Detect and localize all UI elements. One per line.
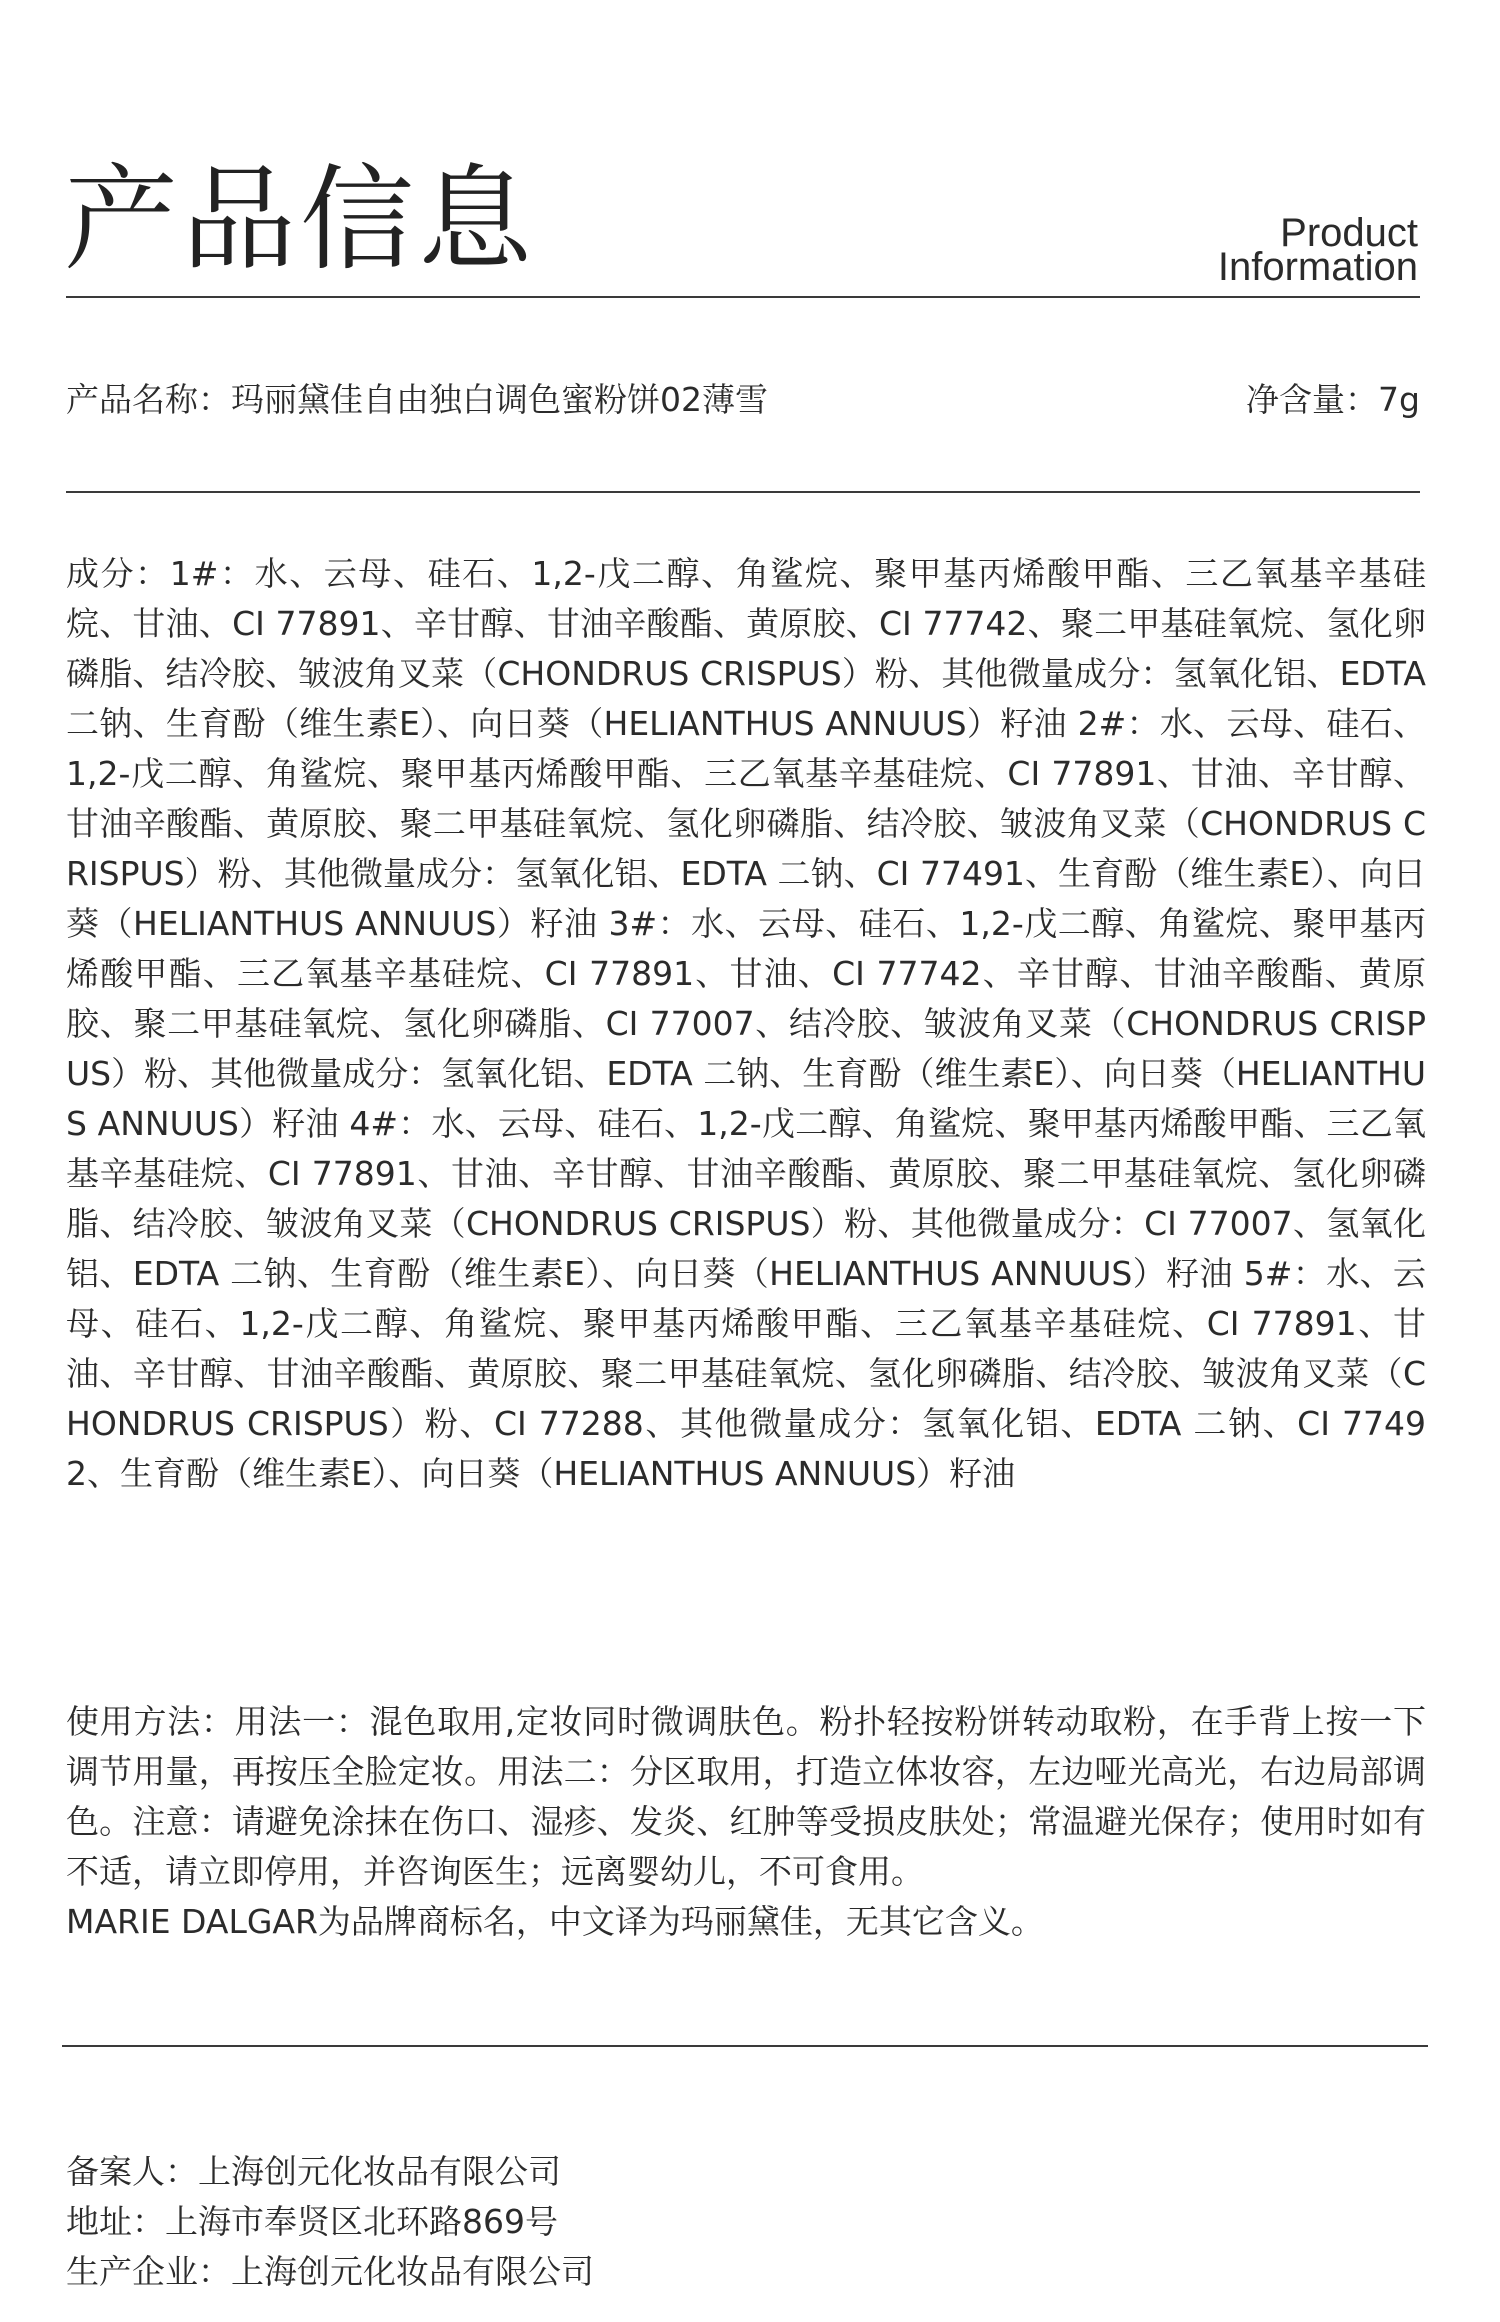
filer-line: 备案人：上海创元化妆品有限公司 [66,2152,561,2191]
usage-section [66,1697,1426,1947]
brand-note: MARIE DALGAR为品牌商标名，中文译为玛丽黛佳，无其它含义。 [66,1902,1044,1941]
product-name: 产品名称：玛丽黛佳自由独白调色蜜粉饼02薄雪 [66,380,768,419]
usage-instructions: 使用方法：用法一：混色取用,定妆同时微调肤色。粉扑轻按粉饼转动取粉，在手背上按一下调节用量，再按压全脸定妆。用法二：分区取用，打造立体妆容，左边哑光高光，右边局部调色。注意：请避免涂抹在伤口、湿疹、发炎、红肿等受损皮肤处；常温避光保存；使用时如有不适，请立即停用，并咨询医生；远离婴幼儿，不可食用。 [66,1702,1426,1891]
company-info [66,2147,1366,2297]
subtitle-line-information: Information [1217,245,1418,289]
subtitle-line-product: Product [1280,211,1418,255]
manufacturer-line: 生产企业：上海创元化妆品有限公司 [66,2252,594,2291]
net-content: 净含量：7g [1246,380,1420,419]
product-info-row [66,378,1420,422]
divider [66,296,1420,298]
divider [66,491,1420,493]
divider [62,2045,1428,2047]
page-subtitle [1217,211,1418,289]
address-line: 地址：上海市奉贤区北环路869号 [66,2202,558,2241]
ingredients-text: 成分：1#：水、云母、硅石、1,2-戊二醇、角鲨烷、聚甲基丙烯酸甲酯、三乙氧基辛基硅烷、甘油、CI 77891、辛甘醇、甘油辛酸酯、黄原胶、CI 77742、聚二甲基硅氧烷、氢化卵磷脂、结冷胶、皱波角叉菜（CHONDRUS CRISPUS）粉、其他微量成分：氢氧化铝、EDTA 二钠、生育酚（维生素E）、向日葵（HELIANTHUS ANNUUS）籽油 2#：水、云母、硅石、1,2-戊二醇、角鲨烷、聚甲基丙烯酸甲酯、三乙氧基辛基硅烷、CI 77891、甘油、辛甘醇、甘油辛酸酯、黄原胶、聚二甲基硅氧烷、氢化卵磷脂、结冷胶、皱波角叉菜（CHONDRUS CRISPUS）粉、其他微量成分：氢氧化铝、EDTA 二钠、CI 77491、生育酚（维生素E）、向日葵（HELIANTHUS ANNUUS）籽油 3#：水、云母、硅石、1,2-戊二醇、角鲨烷、聚甲基丙烯酸甲酯、三乙氧基辛基硅烷、CI 77891、甘油、CI 77742、辛甘醇、甘油辛酸酯、黄原胶、聚二甲基硅氧烷、氢化卵磷脂、CI 77007、结冷胶、皱波角叉菜（CHONDRUS CRISPUS）粉、其他微量成分：氢氧化铝、EDTA 二钠、生育酚（维生素E）、向日葵（HELIANTHUS ANNUUS）籽油 4#：水、云母、硅石、1,2-戊二醇、角鲨烷、聚甲基丙烯酸甲酯、三乙氧基辛基硅烷、CI 77891、甘油、辛甘醇、甘油辛酸酯、黄原胶、聚二甲基硅氧烷、氢化卵磷脂、结冷胶、皱波角叉菜（CHONDRUS CRISPUS）粉、其他微量成分：CI 77007、氢氧化铝、EDTA 二钠、生育酚（维生素E）、向日葵（HELIANTHUS ANNUUS）籽油 5#：水、云母、硅石、1,2-戊二醇、角鲨烷、聚甲基丙烯酸甲酯、三乙氧基辛基硅烷、CI 77891、甘油、辛甘醇、甘油辛酸酯、黄原胶、聚二甲基硅氧烷、氢化卵磷脂、结冷胶、皱波角叉菜（CHONDRUS CRISPUS）粉、CI 77288、其他微量成分：氢氧化铝、EDTA 二钠、CI 77492、生育酚（维生素E）、向日葵（HELIANTHUS ANNUUS）籽油 [66,554,1426,1493]
page-title: 产品信息 [64,153,537,286]
